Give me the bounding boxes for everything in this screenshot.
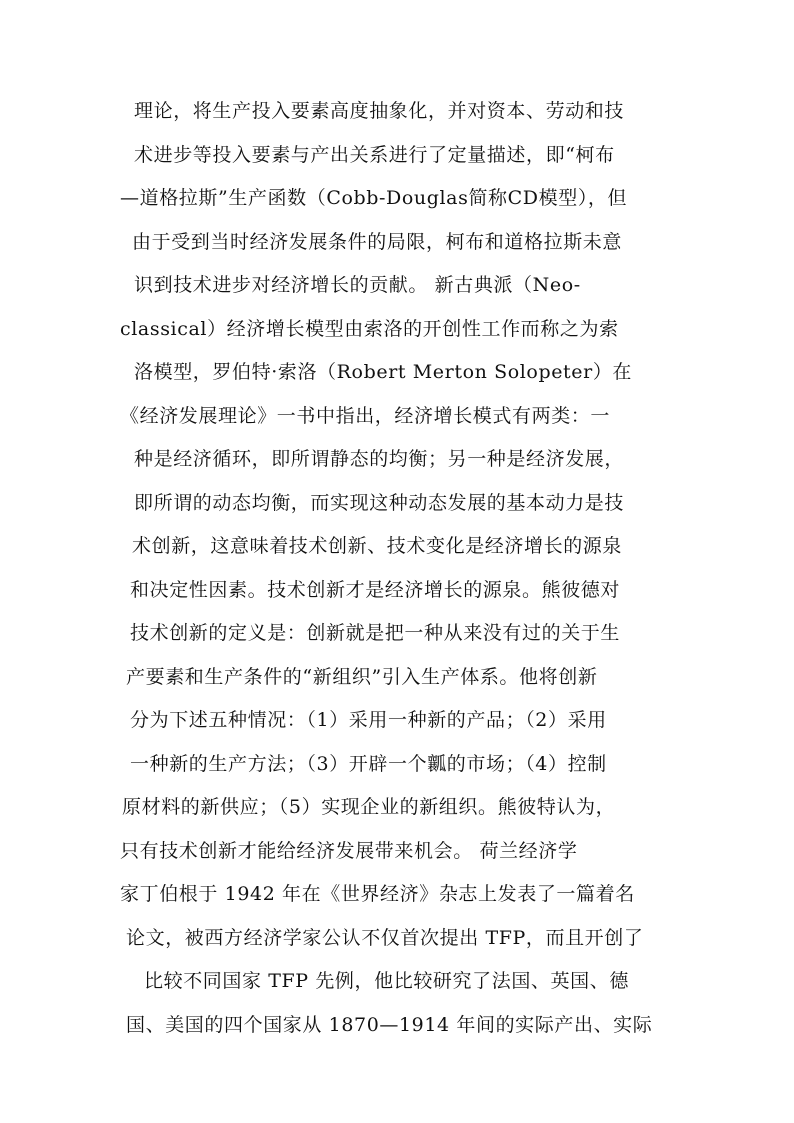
text-line: 由于受到当时经济发展条件的局限，柯布和道格拉斯未意 [132, 230, 623, 253]
text-line: classical）经济增长模型由索洛的开创性工作而称之为索 [120, 317, 619, 340]
text-line: 家丁伯根于 1942 年在《世界经济》杂志上发表了一篇着名 [120, 883, 635, 905]
text-line: 原材料的新供应；（5）实现企业的新组织。熊彼特认为， [122, 796, 616, 818]
body-text [120, 90, 680, 1047]
text-line: 术进步等投入要素与产出关系进行了定量描述，即“柯布 [134, 143, 615, 166]
text-line: 国、美国的四个国家从 1870—1914 年间的实际产出、实际 [126, 1013, 653, 1036]
text-line: —道格拉斯”生产函数（Cobb-Douglas简称CD模型），但 [120, 187, 628, 209]
text-line: 术创新，这意味着技术创新、技术变化是经济增长的源泉 [132, 535, 623, 557]
text-line: 洛模型，罗伯特·索洛（Robert Merton Solopeter）在 [134, 361, 633, 383]
text-line: 分为下述五种情况：（1）采用一种新的产品；（2）采用 [130, 709, 607, 731]
text-line: 和决定性因素。技术创新才是经济增长的源泉。熊彼德对 [130, 578, 621, 601]
text-line: 比较不同国家 TFP 先例，他比较研究了法国、英国、德 [144, 970, 629, 992]
text-line: 种是经济循环，即所谓静态的均衡；另一种是经济发展， [134, 448, 625, 470]
text-line: 识到技术进步对经济增长的贡献。 新古典派（Neo- [134, 274, 581, 296]
text-line: 一种新的生产方法；（3）开辟一个瓤的市场；（4）控制 [130, 752, 607, 775]
text-line: 即所谓的动态均衡，而实现这种动态发展的基本动力是技 [134, 491, 625, 514]
text-line: 产要素和生产条件的“新组织”引入生产体系。他将创新 [126, 665, 598, 688]
text-line: 论文，被西方经济学家公认不仅首次提出 TFP，而且开创了 [126, 926, 644, 949]
text-line: 技术创新的定义是：创新就是把一种从来没有过的关于生 [130, 622, 621, 644]
text-line: 只有技术创新才能给经济发展带来机会。 荷兰经济学 [120, 839, 578, 862]
text-line: 《经济发展理论》一书中指出，经济增长模式有两类：一 [120, 404, 611, 427]
text-line: 理论，将生产投入要素高度抽象化，并对资本、劳动和技 [134, 100, 625, 122]
